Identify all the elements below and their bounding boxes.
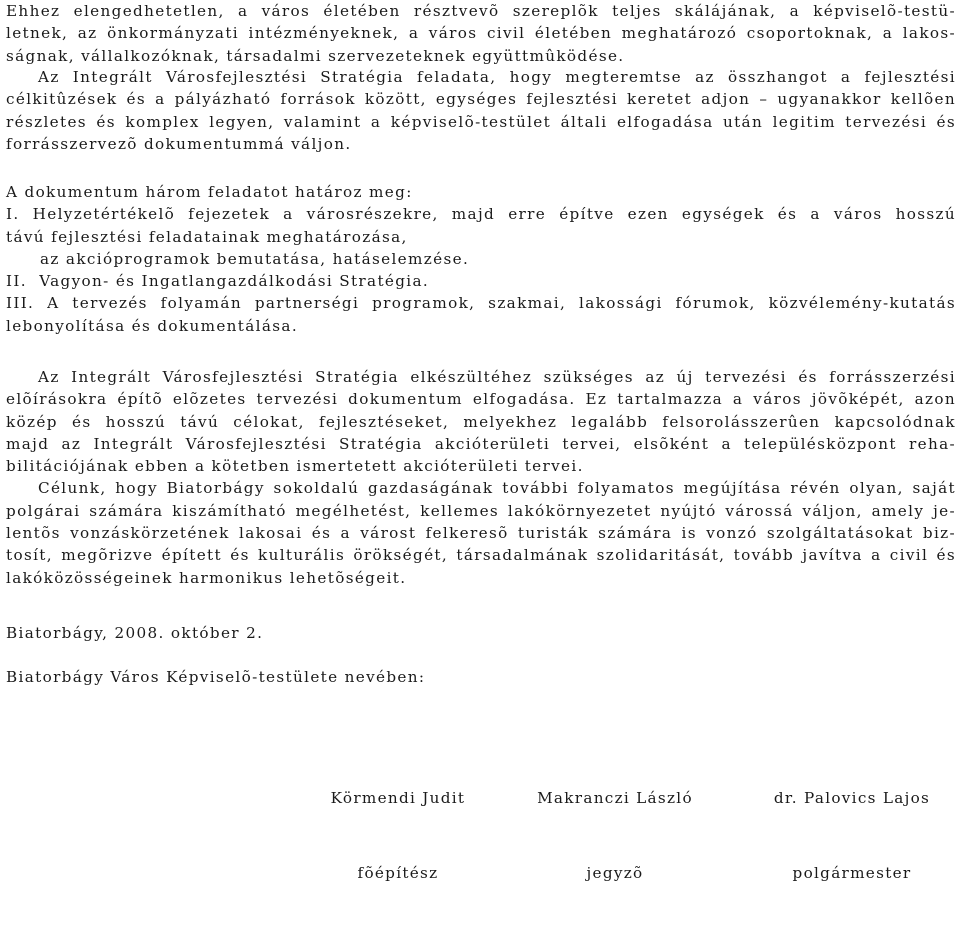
signatory-name: Makranczi László (537, 789, 693, 807)
tasks-intro: A dokumentum három feladatot határoz meg: (6, 183, 413, 201)
text-line: elõírásokra építõ elõzetes tervezési dokumentum elfogadása. Ez tartalmazza a város jövõképét, azon (6, 390, 956, 409)
text-line: ságnak, vállalkozóknak, társadalmi szervezeteknek együttmûködése. (6, 46, 625, 65)
text-line: Ehhez elengedhetetlen, a város életében résztvevõ szereplõk teljes skálájának, a képviselõ-testü- (6, 2, 956, 20)
paragraph-strategy-task (6, 66, 956, 155)
text-line: célkitûzések és a pályázható források között, egységes fejlesztési keretet adjon – ugyanakkor kellõen (6, 90, 956, 109)
task-item: I. Helyzetértékelõ fejezetek a városrészekre, majd erre építve ezen egységek és a város hosszú (6, 205, 956, 224)
text-line: forrásszervezõ dokumentummá váljon. (6, 134, 352, 153)
text-line: tosít, megõrizve épített és kulturális örökségét, társadalmának szolidaritását, tovább javítva a civil és (6, 546, 956, 565)
on-behalf-text: Biatorbágy Város Képviselõ-testülete nevében: (6, 668, 426, 686)
text-line: bilitációjának ebben a kötetben ismertetett akcióterületi tervei. (6, 457, 584, 476)
text-line: közép és hosszú távú célokat, fejlesztéseket, melyekhez legalább felsorolásszerûen kapcsolódnak (6, 412, 956, 431)
signatory-name: Körmendi Judit (330, 789, 466, 807)
text-line: lakóközösségeinek harmonikus lehetõségeit. (6, 568, 407, 587)
text-line: Az Integrált Városfejlesztési Stratégia feladata, hogy megteremtse az összhangot a fejlesztési (38, 68, 956, 86)
task-item: III. A tervezés folyamán partnerségi programok, szakmai, lakossági fórumok, közvélemény-kutatás (6, 294, 956, 313)
document-date: Biatorbágy, 2008. október 2. (6, 624, 264, 642)
signatory-title: fõépítész (357, 864, 439, 882)
signatory-name: dr. Palovics Lajos (773, 789, 931, 807)
signatory-mayor (752, 736, 952, 936)
signatory-chief-architect (318, 736, 478, 936)
on-behalf-line (6, 666, 956, 688)
text-line: részletes és komplex legyen, valamint a képviselõ-testület általi elfogadása után legitim tervezési és (6, 112, 956, 131)
task-item: lebonyolítása és dokumentálása. (6, 316, 298, 335)
text-line: letnek, az önkormányzati intézményeknek, a város civil életében meghatározó csoportoknak, a lakos- (6, 24, 956, 43)
task-item: távú fejlesztési feladatainak meghatározása, (6, 227, 408, 246)
text-line: lentõs vonzáskörzetének lakosai és a várost felkeresõ turisták számára is vonzó szolgáltatásokat biz- (6, 524, 956, 543)
signatory-notary (520, 736, 710, 936)
text-line: polgárai számára kiszámítható megélhetést, kellemes lakókörnyezetet nyújtó várossá váljon, amely je- (6, 501, 956, 520)
text-line: Célunk, hogy Biatorbágy sokoldalú gazdaságának további folyamatos megújítása révén olyan, saját (38, 479, 956, 498)
text-line: majd az Integrált Városfejlesztési Stratégia akcióterületi tervei, elsõként a településközpont reha- (6, 434, 956, 453)
paragraph-preliminary-document (6, 366, 956, 589)
signatory-title: jegyzõ (586, 864, 644, 882)
paragraph-cooperation (6, 0, 956, 67)
signatory-title: polgármester (792, 864, 912, 882)
task-item: II. Vagyon- és Ingatlangazdálkodási Stratégia. (6, 272, 430, 291)
text-line: Az Integrált Városfejlesztési Stratégia elkészültéhez szükséges az új tervezési és forrásszerzési (38, 368, 956, 386)
task-item: az akcióprogramok bemutatása, hatáselemzése. (40, 249, 470, 268)
date-line (6, 622, 956, 644)
tasks-section (6, 181, 956, 337)
